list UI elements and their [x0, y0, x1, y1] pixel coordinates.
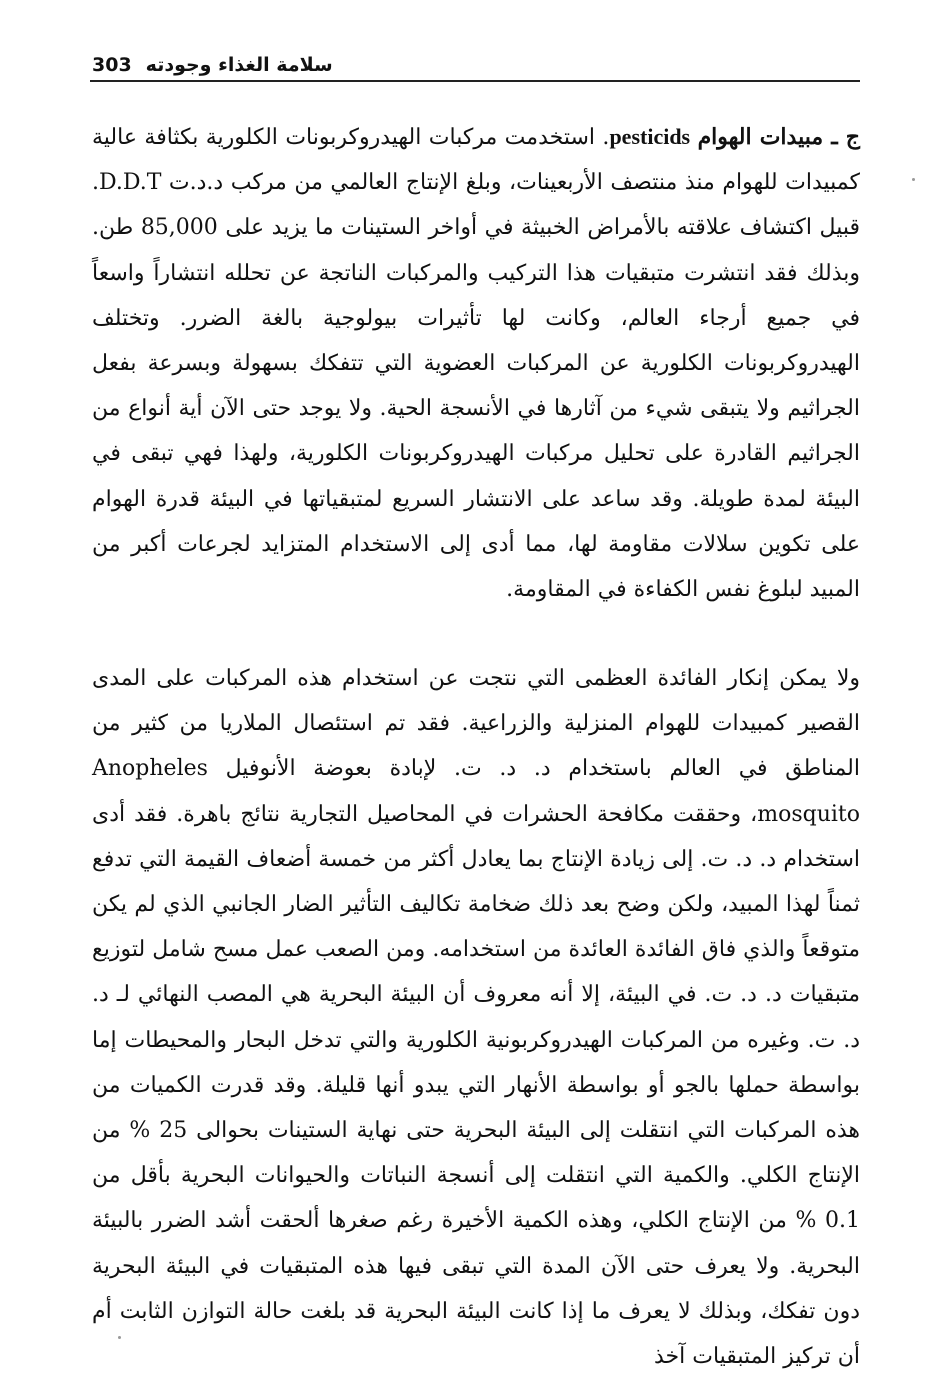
section-lead-term: pesticids — [609, 124, 691, 149]
page-number: 303 — [92, 54, 132, 76]
running-title: سلامة الغذاء وجودته — [145, 54, 333, 76]
header-rule — [90, 80, 860, 82]
scan-speck — [912, 178, 915, 181]
paragraph-pesticides — [92, 114, 860, 612]
paragraph-ddt-impact: ولا يمكن إنكار الفائدة العظمى التي نتجت عن استخدام هذه المركبات على المدى القصير كمبيدات للهوام المنزلية والزراعية. فقد تم استئصال الملاريا من كثير من المناطق في العالم باستخدام د. د. ت. لإبادة بعوضة الأنوفيل Anopheles mosquito، وحققت مكافحة الحشرات في المحاصيل التجارية نتائج باهرة. فقد أدى استخدام د. د. ت. إلى زيادة الإنتاج بما يعادل أكثر من خمسة أضعاف القيمة التي تدفع ثمناً لهذا المبيد، ولكن وضح بعد ذلك ضخامة تكاليف التأثير الضار الجانبي الذي لم يكن متوقعاً والذي فاق الفائدة العائدة من استخدامه. ومن الصعب عمل مسح شامل لتوزيع متبقيات د. د. ت. في البيئة، إلا أنه معروف أن البيئة البحرية هي المصب النهائي لـ د. د. ت. وغيره من المركبات الهيدروكربونية الكلورية والتي تدخل البحار والمحيطات إما بواسطة حملها بالجو أو بواسطة الأنهار التي يبدو أنها قليلة. وقد قدرت الكميات من هذه المركبات التي انتقلت إلى البيئة البحرية حتى نهاية الستينات بحوالى 25 % من الإنتاج الكلي. والكمية التي انتقلت إلى أنسجة النباتات والحيوانات البحرية بأقل من 0.1 % من الإنتاج الكلي، وهذه الكمية الأخيرة رغم صغرها ألحقت أشد الضرر بالبيئة البحرية. ولا يعرف حتى الآن المدة التي تبقى فيها هذه المتبقيات في البيئة البحرية دون تفكك، وبذلك لا يعرف ما إذا كانت البيئة البحرية قد بلغت حالة التوازن الثابت أم أن تركيز المتبقيات آخذ — [92, 666, 860, 1370]
paragraph-1-body: . استخدمت مركبات الهيدروكربونات الكلورية بكثافة عالية كمبيدات للهوام منذ منتصف الأربعينات، وبلغ الإنتاج العالمي من مركب د.د.ت D.D.T. قبيل اكتشاف علاقته بالأمراض الخبيثة في أواخر الستينات ما يزيد على 85,000 طن. وبذلك فقد انتشرت متبقيات هذا التركيب والمركبات الناتجة عن تحلله انتشاراً واسعاً في جميع أرجاء العالم، وكانت لها تأثيرات بيولوجية بالغة الضرر. وتختلف الهيدروكربونات الكلورية عن المركبات العضوية التي تتفكك بسهولة وبسرعة بفعل الجراثيم ولا يتبقى شيء من آثارها في الأنسجة الحية. ولا يوجد حتى الآن أية أنواع من الجراثيم القادرة على تحليل مركبات الهيدروكربونات الكلورية، ولهذا فهي تبقى في البيئة لمدة طويلة. وقد ساعد على الانتشار السريع لمتبقياتها في البيئة قدرة الهوام على تكوين سلالات مقاومة لها، مما أدى إلى الاستخدام المتزايد لجرعات أكبر من المبيد لبلوغ نفس الكفاءة في المقاومة. — [92, 125, 860, 603]
section-lead-label: ج ـ مبيدات الهوام — [697, 124, 860, 150]
scan-speck — [118, 1336, 121, 1339]
page-header — [92, 44, 340, 76]
